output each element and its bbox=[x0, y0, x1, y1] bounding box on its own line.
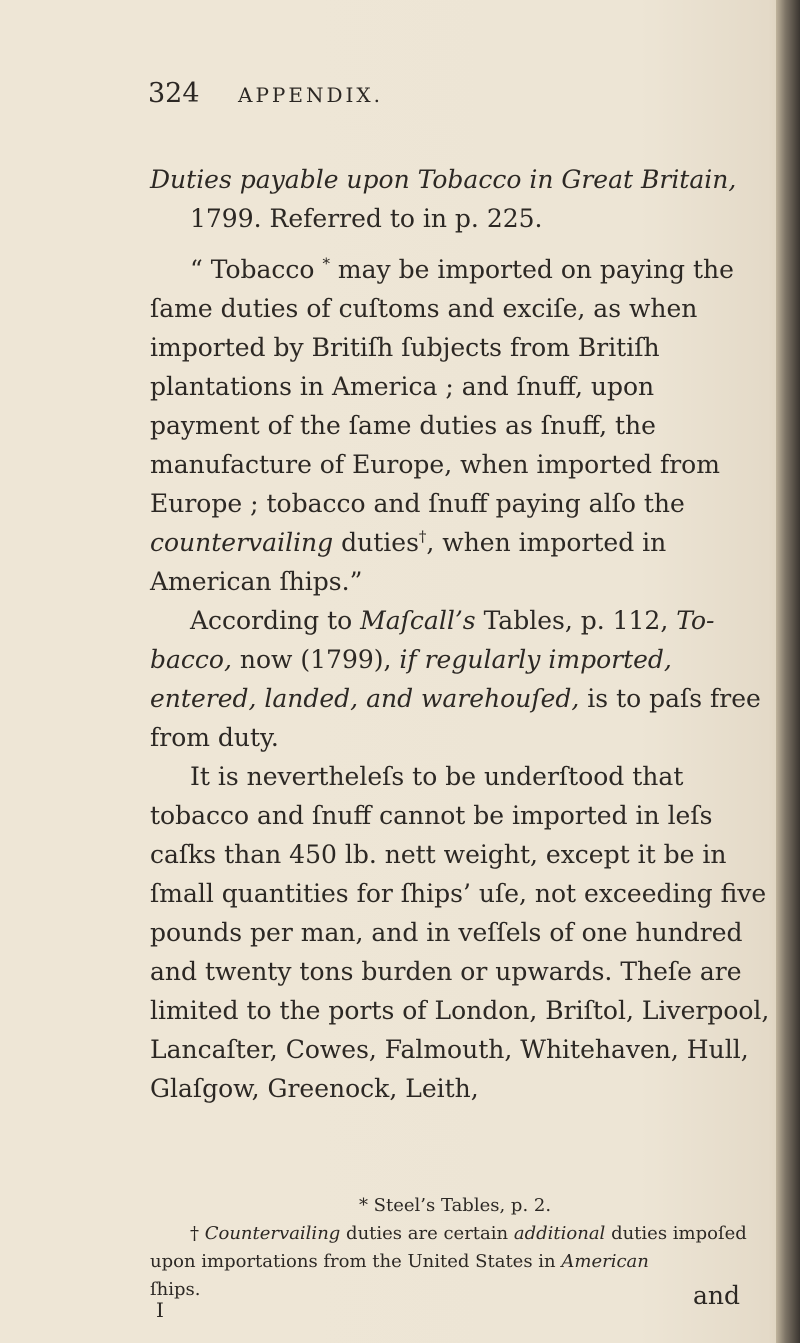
countervailing-term: countervailing bbox=[150, 528, 334, 557]
footnote-2-american: American bbox=[561, 1251, 649, 1272]
heading-reference-line bbox=[150, 199, 770, 238]
paragraph-3 bbox=[150, 757, 770, 1108]
footnote-mark-star: * bbox=[322, 254, 330, 273]
page-number: 324 bbox=[148, 78, 200, 109]
para2-end: is to paſs free from duty. bbox=[150, 684, 761, 752]
para2-now: now (1799), bbox=[239, 645, 392, 674]
footnote-2-end: ſhips. bbox=[150, 1279, 201, 1300]
running-head: APPENDIX. bbox=[238, 83, 383, 107]
page-edge bbox=[776, 0, 800, 1343]
para1-open: “ Tobacco bbox=[190, 255, 315, 284]
para2-mid: Tables, p. 112, bbox=[483, 606, 669, 635]
heading-reference: Referred to in p. 225. bbox=[269, 204, 543, 233]
page-header bbox=[148, 58, 708, 109]
footnote-2-rest: duties impoſed upon importations from the United States in bbox=[150, 1223, 747, 1272]
footnote-2-mark: † bbox=[190, 1223, 199, 1244]
section-heading bbox=[150, 160, 770, 199]
heading-title: Duties payable upon Tobacco in Great Britain, bbox=[150, 165, 737, 194]
heading-year: 1799. bbox=[190, 204, 262, 233]
para1-rest: may be imported on paying the ſame duties of cuſtoms and exciſe, as when imported by Britiſh ſubjects from Britiſh plantations in America ; and ſnuff, upon payment of the ſame duties as ſnuff, the manufacture of Europe, when imported from Europe ; tobacco and ſnuff paying alſo the bbox=[150, 255, 734, 518]
para2-start: According to bbox=[190, 606, 353, 635]
footnote-2-mid: duties are certain bbox=[346, 1223, 509, 1244]
mascall-name: Maſcall’s bbox=[360, 606, 476, 635]
main-text bbox=[150, 160, 770, 1108]
footnote-1: * Steel’s Tables, p. 2. bbox=[358, 1195, 552, 1216]
footnote-2-term: Countervailing bbox=[204, 1223, 341, 1244]
tobacco-word: To-bacco, bbox=[150, 606, 715, 674]
para2-italic: if regularly imported, entered, landed, and warehouſed, bbox=[150, 645, 672, 713]
catchword: and bbox=[692, 1281, 740, 1310]
footnote-mark-dagger: † bbox=[418, 527, 427, 546]
footnotes bbox=[150, 1192, 760, 1332]
footnote-2 bbox=[150, 1220, 760, 1276]
footer-row bbox=[150, 1276, 760, 1332]
para3-text: It is nevertheleſs to be underſtood that tobacco and ſnuff cannot be imported in leſs caſks than 450 lb. nett weight, except it be in ſmall quantities for ſhips’ uſe, not exceeding five pounds per man, and in veſſels of one hundred and twenty tons burden or upwards. Theſe are limited to the ports of London, Briſtol, Liverpool, Lancaſter, Cowes, Falmouth, Whitehaven, Hull, Glaſgow, Greenock, Leith, bbox=[150, 762, 770, 1103]
paragraph-1 bbox=[150, 250, 770, 601]
para1-duties: duties bbox=[341, 528, 419, 557]
signature-mark: I bbox=[156, 1298, 164, 1322]
footnote-2-additional: additional bbox=[513, 1223, 606, 1244]
paragraph-2 bbox=[150, 601, 770, 757]
para1-end: , when imported in American ſhips.” bbox=[150, 528, 667, 596]
